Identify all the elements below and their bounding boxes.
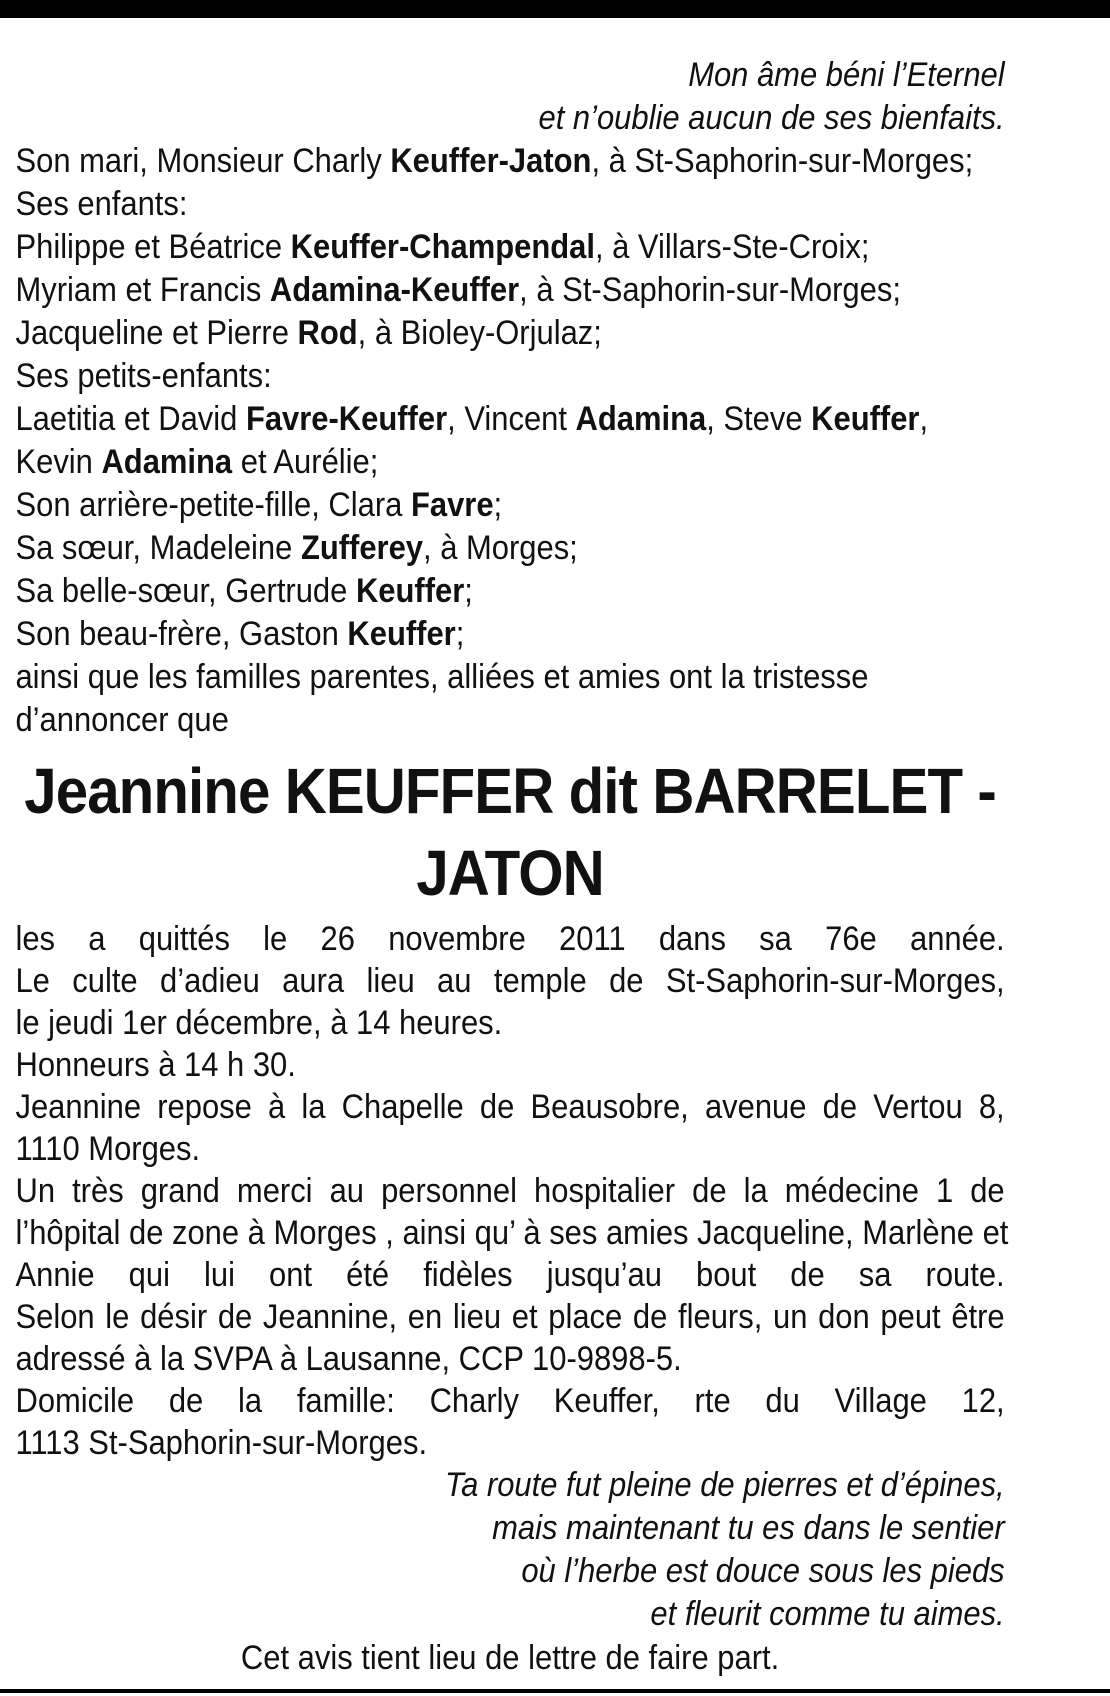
husband-line: Son mari, Monsieur Charly Keuffer-Jaton, à St-Saphorin-sur-Morges; xyxy=(15,142,974,180)
body-line: Selon le désir de Jeannine, en lieu et place de fleurs, un don peut être xyxy=(15,1298,1005,1336)
children-label: Ses enfants: xyxy=(15,185,188,223)
announcement-line: d’annoncer que xyxy=(15,701,229,739)
deceased-name-line: JATON xyxy=(416,837,604,909)
sister-line: Sa sœur, Madeleine Zufferey, à Morges; xyxy=(15,529,578,567)
poem xyxy=(15,1464,1004,1636)
epigraph-line: et n’oublie aucun de ses bienfaits. xyxy=(538,99,1005,137)
child-line: Myriam et Francis Adamina-Keuffer, à St-Saphorin-sur-Morges; xyxy=(15,271,901,309)
body-line: l’hôpital de zone à Morges , ainsi qu’ à ses amies Jacqueline, Marlène et xyxy=(15,1214,1009,1252)
child-line: Jacqueline et Pierre Rod, à Bioley-Orjulaz; xyxy=(15,314,602,352)
bottom-rule xyxy=(0,1689,1110,1693)
body-line: Jeannine repose à la Chapelle de Beausobre, avenue de Vertou 8, xyxy=(15,1088,1005,1126)
body-line: Honneurs à 14 h 30. xyxy=(15,1046,296,1084)
body-line: Un très grand merci au personnel hospitalier de la médecine 1 de xyxy=(15,1172,1005,1210)
grandchildren-line: Laetitia et David Favre-Keuffer, Vincent Adamina, Steve Keuffer, xyxy=(15,400,929,438)
epigraph-line: Mon âme béni l’Eternel xyxy=(688,56,1005,94)
poem-line: mais maintenant tu es dans le sentier xyxy=(492,1509,1005,1547)
family-list xyxy=(15,140,1004,742)
brother-in-law-line: Son beau-frère, Gaston Keuffer; xyxy=(15,615,465,653)
notice-content xyxy=(15,54,1009,1679)
top-rule xyxy=(0,0,1110,18)
sister-in-law-line: Sa belle-sœur, Gertrude Keuffer; xyxy=(15,572,473,610)
grandchildren-label: Ses petits-enfants: xyxy=(15,357,272,395)
body-line: adressé à la SVPA à Lausanne, CCP 10-9898-5. xyxy=(15,1340,682,1378)
body-line: 1110 Morges. xyxy=(15,1130,201,1168)
body-line: 1113 St-Saphorin-sur-Morges. xyxy=(15,1424,428,1462)
deceased-name-line: Jeannine KEUFFER dit BARRELET - xyxy=(24,755,996,827)
body-line: les a quittés le 26 novembre 2011 dans sa 76e année. xyxy=(15,920,1005,958)
deceased-name xyxy=(15,750,1004,914)
grandchildren-line: Kevin Adamina et Aurélie; xyxy=(15,443,379,481)
closing-line: Cet avis tient lieu de lettre de faire part. xyxy=(240,1639,780,1677)
body-line: Le culte d’adieu aura lieu au temple de St-Saphorin-sur-Morges, xyxy=(15,962,1005,1000)
child-line: Philippe et Béatrice Keuffer-Champendal, à Villars-Ste-Croix; xyxy=(15,228,870,266)
body-line: Domicile de la famille: Charly Keuffer, rte du Village 12, xyxy=(15,1382,1005,1420)
poem-line: où l’herbe est douce sous les pieds xyxy=(521,1552,1005,1590)
poem-line: et fleurit comme tu aimes. xyxy=(650,1595,1005,1633)
great-grandchild-line: Son arrière-petite-fille, Clara Favre; xyxy=(15,486,503,524)
epigraph xyxy=(15,54,1004,140)
body-line: le jeudi 1er décembre, à 14 heures. xyxy=(15,1004,503,1042)
poem-line: Ta route fut pleine de pierres et d’épines, xyxy=(445,1466,1005,1504)
announcement-line: ainsi que les familles parentes, alliées et amies ont la tristesse xyxy=(15,658,869,696)
notice-body xyxy=(15,918,1009,1464)
body-line: Annie qui lui ont été fidèles jusqu’au bout de sa route. xyxy=(15,1256,1005,1294)
